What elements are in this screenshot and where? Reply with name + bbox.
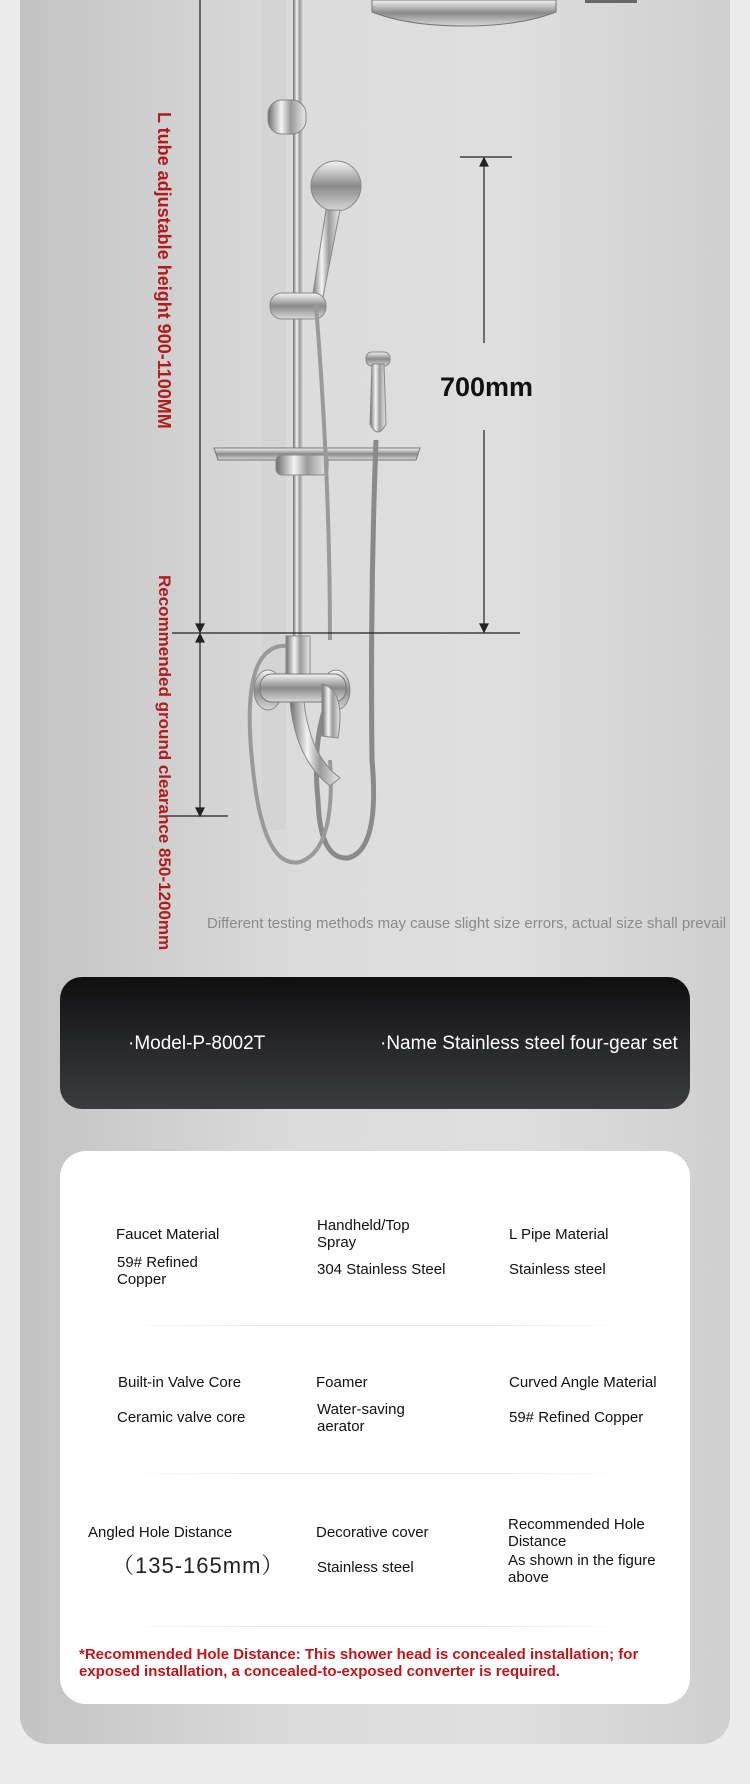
- riser-pipe: [293, 0, 304, 640]
- handheld-head: [311, 161, 361, 211]
- spec-card: [60, 1151, 690, 1704]
- ground-clearance-label: Recommended ground clearance 850-1200mm: [155, 575, 174, 951]
- top-shower-head: [372, 0, 556, 26]
- spec-label-recommended-hole: Recommended Hole Distance: [508, 1516, 645, 1550]
- spec-label-angled-hole: Angled Hole Distance: [88, 1524, 233, 1541]
- spec-value-l-pipe: Stainless steel: [509, 1261, 606, 1278]
- spec-divider: [120, 1325, 630, 1326]
- spec-value-angled-hole: （135-165mm）: [112, 1553, 285, 1578]
- spec-label-spray: Handheld/Top Spray: [317, 1217, 410, 1251]
- spec-value-curved-angle: 59# Refined Copper: [509, 1409, 644, 1426]
- product-name: ·Name Stainless steel four-gear set: [380, 1033, 678, 1054]
- spec-value-spray: 304 Stainless Steel: [317, 1261, 446, 1278]
- handheld-handle: [312, 210, 340, 302]
- spec-value-valve-core: Ceramic valve core: [117, 1409, 246, 1426]
- wall-bracket: [268, 100, 306, 134]
- spec-label-faucet-material: Faucet Material: [116, 1226, 220, 1243]
- shelf-clamp: [276, 455, 328, 475]
- spec-divider: [120, 1473, 630, 1474]
- spec-divider: [120, 1626, 630, 1627]
- bidet-hose: [316, 440, 376, 858]
- bidet-sprayer-body: [370, 364, 386, 432]
- mixer-connector: [286, 636, 310, 676]
- size-disclaimer: Different testing methods may cause slight size errors, actual size shall prevail: [207, 915, 727, 932]
- spec-value-decorative-cover: Stainless steel: [317, 1559, 414, 1576]
- spec-label-decorative-cover: Decorative cover: [316, 1524, 429, 1541]
- spec-label-curved-angle: Curved Angle Material: [509, 1374, 657, 1391]
- spec-value-recommended-hole: As shown in the figure above: [508, 1552, 656, 1586]
- dimension-700mm-label: 700mm: [440, 372, 534, 402]
- arm-stub: [585, 0, 637, 3]
- model-name-bar: [60, 977, 690, 1109]
- installation-note: *Recommended Hole Distance: This shower head is concealed installation; for exposed installation, a concealed-to-exposed converter is required.: [79, 1646, 639, 1680]
- model-number: ·Model-P-8002T: [128, 1033, 266, 1054]
- spec-label-l-pipe: L Pipe Material: [509, 1226, 609, 1243]
- spec-value-foamer: Water-saving aerator: [317, 1401, 405, 1435]
- spec-label-foamer: Foamer: [316, 1374, 368, 1391]
- spec-value-faucet-material: 59# Refined Copper: [117, 1254, 198, 1288]
- spec-label-valve-core: Built-in Valve Core: [118, 1374, 242, 1391]
- l-tube-height-label: L tube adjustable height 900-1100MM: [154, 112, 174, 429]
